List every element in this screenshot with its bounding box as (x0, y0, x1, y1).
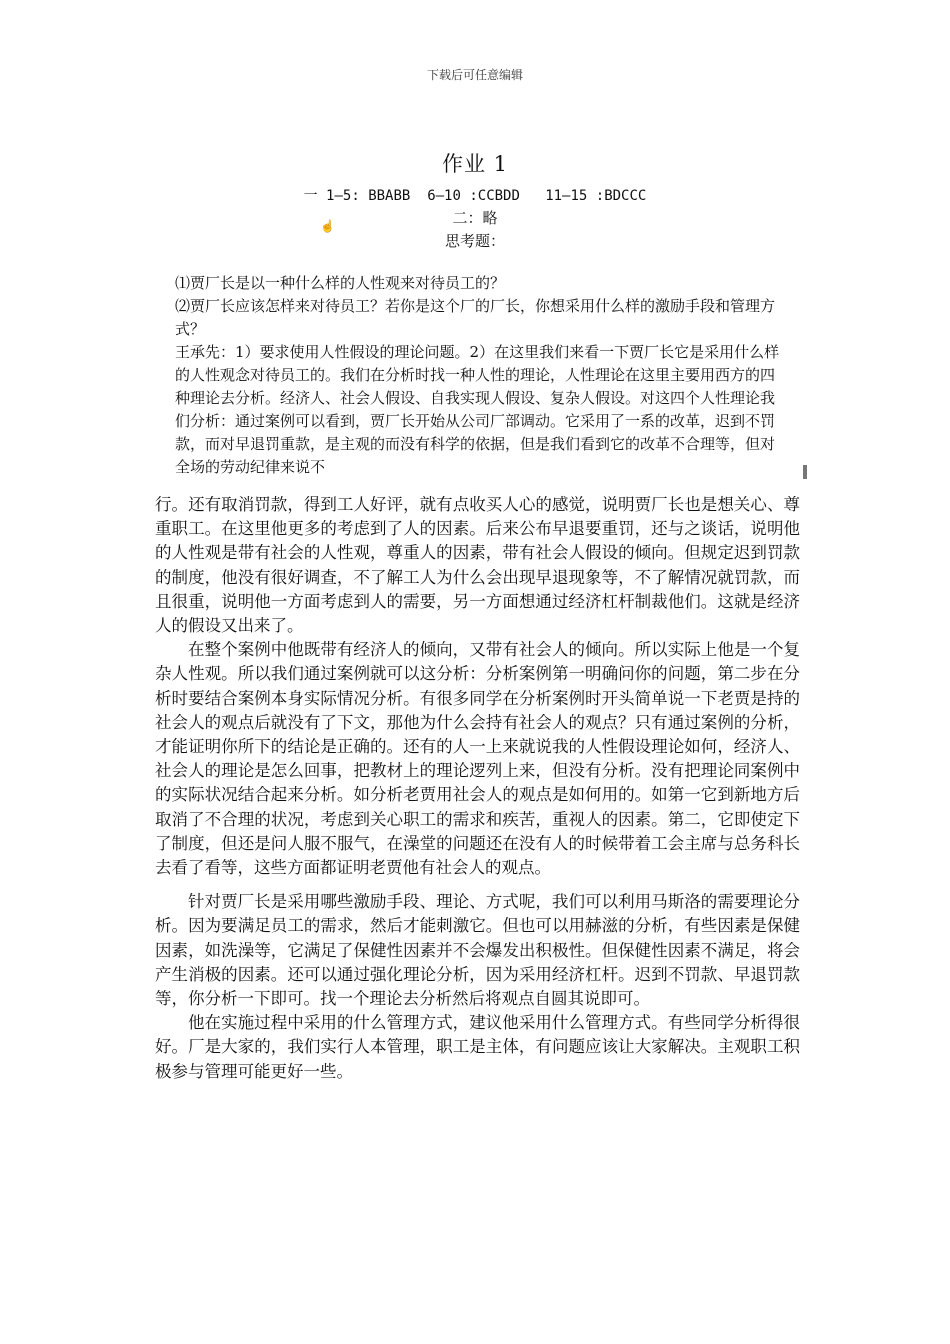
page-title: 作业 1 (441, 152, 509, 176)
paragraph-2: 在整个案例中他既带有经济人的倾向，又带有社会人的倾向。所以实际上他是一个复杂人性观。所以我们通过案例就可以这分析：分析案例第一明确问你的问题，第二步在分析时要结合案例本身实际情况分析。有很多同学在分析案例时开头简单说一下老贾是持的社会人的观点后就没有了下文，那他为什么会持有社会人的观点？只有通过案例的分析，才能证明你所下的结论是正确的。还有的人一上来就说我的人性假设理论如何，经济人、社会人的理论是怎么回事，把教材上的理论逻列上来，但没有分析。没有把理论同案例中的实际状况结合起来分析。如分析老贾用社会人的观点是如何用的。如第一它到新地方后取消了不合理的状况，考虑到关心职工的需求和疾苦，重视人的因素。第二，它即使定下了制度，但还是问人服不服气，在澡堂的问题还在没有人的时候带着工会主席与总务科长去看了看等，这些方面都证明老贾他有社会人的观点。 (155, 640, 800, 878)
question-2: ⑵贾厂长应该怎样来对待员工？若你是这个厂的厂长，你想采用什么样的激励手段和管理方式？ (175, 297, 776, 338)
body-text (155, 493, 800, 1084)
paragraph-4: 他在实施过程中采用的什么管理方式，建议他采用什么管理方式。有些同学分析得很好。厂是大家的，我们实行人本管理，职工是主体，有问题应该让大家解决。主观职工积极参与管理可能更好一些。 (155, 1013, 800, 1081)
paragraph-1: 行。还有取消罚款，得到工人好评，就有点收买人心的感觉，说明贾厂长也是想关心、尊重职工。在这里他更多的考虑到了人的因素。后来公布早退要重罚，还与之谈话，说明他的人性观是带有社会的人性观，尊重人的因素，带有社会人假设的倾向。但规定迟到罚款的制度，他没有很好调查，不了解工人为什么会出现早退现象等，不了解情况就罚款，而且很重，说明他一方面考虑到人的需要，另一方面想通过经济杠杆制裁他们。这就是经济人的假设又出来了。 (155, 495, 800, 636)
answers-line: 一 1—5: BBABB 6—10 :CCBDD 11—15 :BDCCC (303, 188, 647, 204)
paragraph-3: 针对贾厂长是采用哪些激励手段、理论、方式呢，我们可以利用马斯洛的需要理论分析。因为要满足员工的需求，然后才能刺激它。但也可以用赫滋的分析，有些因素是保健因素，如洗澡等，它满足了保健性因素并不会爆发出积极性。但保健性因素不满足，将会产生消极的因素。还可以通过强化理论分析，因为采用经济杠杆。迟到不罚款、早退罚款等，你分析一下即可。找一个理论去分析然后将观点自圆其说即可。 (155, 892, 800, 1009)
header-note: 下载后可任意编辑 (426, 68, 523, 82)
answer-intro: 王承先：1）要求使用人性假设的理论问题。2）在这里我们来看一下贾厂长它是采用什么样的人性观念对待员工的。我们在分析时找一种人性的理论，人性理论在这里主要用西方的四种理论去分析。经济人、社会人假设、自我实现人假设、复杂人假设。对这四个人性理论我们分析：通过案例可以看到，贾厂长开始从公司厂部调动。它采用了一系的改革，迟到不罚款，而对早退罚重款，是主观的而没有科学的依据，但是我们看到它的改革不合理等，但对全场的劳动纪律来说不 (175, 343, 780, 476)
question-1: ⑴贾厂长是以一种什么样的人性观来对待员工的？ (175, 274, 506, 292)
scrollbar-marker[interactable] (803, 465, 807, 479)
hand-cursor-icon: ☝ (320, 219, 335, 233)
part2-line: 二：略 (452, 209, 498, 227)
thinking-heading: 思考题： (444, 232, 505, 250)
questions-block (175, 272, 785, 479)
